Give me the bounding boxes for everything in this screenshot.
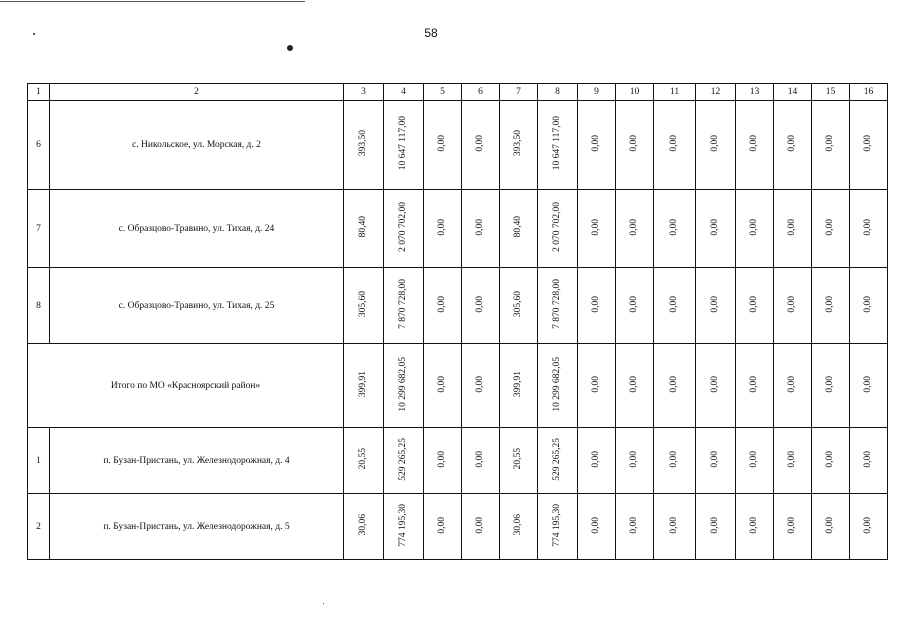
header-cell: 7 [500, 84, 538, 101]
cell-value: 0,00 [629, 450, 639, 468]
data-cell [616, 428, 654, 494]
data-cell [578, 268, 616, 344]
cell-value: 0,00 [437, 375, 447, 393]
table-row [28, 190, 888, 268]
cell-value: 0,00 [629, 295, 639, 313]
cell-value: 0,00 [787, 516, 797, 534]
cell-value: 529 265,25 [398, 437, 408, 481]
data-cell [424, 428, 462, 494]
data-cell [538, 344, 578, 428]
cell-value: 0,00 [749, 375, 759, 393]
cell-value: 0,00 [591, 375, 601, 393]
cell-value: 0,00 [475, 450, 485, 468]
data-cell [538, 494, 578, 560]
cell-value: 7 870 728,00 [398, 279, 408, 329]
data-cell [850, 344, 888, 428]
header-cell: 13 [736, 84, 774, 101]
cell-value: 30,06 [513, 514, 523, 536]
row-address: п. Бузан-Пристань, ул. Железнодорожная, д. 4 [50, 428, 344, 494]
scan-speck [287, 45, 293, 51]
cell-value: 0,00 [437, 295, 447, 313]
data-cell [500, 268, 538, 344]
data-cell [500, 101, 538, 190]
data-cell [344, 101, 384, 190]
cell-value: 0,00 [787, 450, 797, 468]
cell-value: 0,00 [437, 135, 447, 152]
cell-value: 0,00 [787, 375, 797, 393]
data-cell [696, 268, 736, 344]
data-cell [578, 101, 616, 190]
header-cell: 6 [462, 84, 500, 101]
cell-value: 0,00 [787, 295, 797, 313]
data-cell [774, 428, 812, 494]
row-address: с. Образцово-Травино, ул. Тихая, д. 25 [50, 268, 344, 344]
cell-value: 2 070 702,00 [398, 202, 408, 252]
cell-value: 0,00 [475, 295, 485, 313]
cell-value: 30,06 [358, 514, 368, 536]
cell-value: 0,00 [825, 516, 835, 534]
scan-speck [33, 33, 35, 35]
header-cell: 14 [774, 84, 812, 101]
cell-value: 0,00 [437, 516, 447, 534]
row-number: 7 [28, 190, 50, 268]
row-address: с. Образцово-Травино, ул. Тихая, д. 24 [50, 190, 344, 268]
header-cell: 1 [28, 84, 50, 101]
cell-value: 0,00 [710, 218, 720, 236]
cell-value: 0,00 [669, 516, 679, 534]
cell-value: 305,60 [513, 290, 523, 318]
data-cell [812, 344, 850, 428]
cell-value: 0,00 [863, 450, 873, 468]
data-cell [344, 344, 384, 428]
cell-value: 0,00 [825, 135, 835, 152]
cell-value: 10 647 117,00 [552, 116, 562, 171]
cell-value: 399,91 [513, 370, 523, 398]
table-row [28, 428, 888, 494]
table-row [28, 494, 888, 560]
data-cell [850, 268, 888, 344]
data-cell [462, 428, 500, 494]
row-number: 2 [28, 494, 50, 560]
data-cell [850, 494, 888, 560]
cell-value: 0,00 [825, 450, 835, 468]
data-cell [344, 428, 384, 494]
data-cell [344, 190, 384, 268]
data-cell [654, 101, 696, 190]
data-cell [850, 190, 888, 268]
scan-speck [323, 603, 324, 604]
data-cell [736, 494, 774, 560]
cell-value: 0,00 [629, 218, 639, 236]
data-cell [736, 101, 774, 190]
cell-value: 0,00 [629, 516, 639, 534]
cell-value: 0,00 [437, 450, 447, 468]
row-number: 6 [28, 101, 50, 190]
data-cell [578, 190, 616, 268]
data-cell [736, 344, 774, 428]
cell-value: 20,55 [358, 448, 368, 470]
header-cell: 12 [696, 84, 736, 101]
cell-value: 0,00 [863, 516, 873, 534]
page-number: 58 [424, 26, 438, 40]
data-cell [616, 101, 654, 190]
data-cell [384, 428, 424, 494]
data-cell [774, 494, 812, 560]
cell-value: 7 870 728,00 [552, 279, 562, 329]
cell-value: 0,00 [787, 135, 797, 152]
cell-value: 0,00 [863, 135, 873, 152]
data-cell [696, 494, 736, 560]
data-cell [384, 190, 424, 268]
data-cell [578, 494, 616, 560]
header-cell: 9 [578, 84, 616, 101]
header-cell: 15 [812, 84, 850, 101]
data-cell [812, 268, 850, 344]
data-cell [616, 494, 654, 560]
data-cell [462, 344, 500, 428]
cell-value: 0,00 [591, 450, 601, 468]
cell-value: 0,00 [863, 375, 873, 393]
data-cell [812, 494, 850, 560]
data-cell [384, 494, 424, 560]
cell-value: 529 265,25 [552, 437, 562, 481]
data-cell [654, 190, 696, 268]
data-cell [500, 428, 538, 494]
cell-value: 0,00 [710, 295, 720, 313]
cell-value: 0,00 [863, 295, 873, 313]
cell-value: 0,00 [475, 135, 485, 152]
header-cell: 8 [538, 84, 578, 101]
data-cell [462, 190, 500, 268]
data-cell [812, 190, 850, 268]
data-cell [344, 494, 384, 560]
cell-value: 80,40 [358, 216, 368, 238]
cell-value: 10 299 682,05 [552, 356, 562, 412]
total-row [28, 344, 888, 428]
data-cell [850, 428, 888, 494]
data-cell [774, 344, 812, 428]
data-cell [696, 428, 736, 494]
cell-value: 0,00 [710, 516, 720, 534]
cell-value: 393,50 [513, 130, 523, 157]
cell-value: 399,91 [358, 370, 368, 398]
data-cell [384, 101, 424, 190]
data-cell [424, 268, 462, 344]
data-cell [500, 494, 538, 560]
cell-value: 0,00 [863, 218, 873, 236]
data-cell [462, 494, 500, 560]
data-cell [812, 101, 850, 190]
header-cell: 10 [616, 84, 654, 101]
cell-value: 10 647 117,00 [398, 116, 408, 171]
table-row [28, 268, 888, 344]
cell-value: 0,00 [475, 516, 485, 534]
cell-value: 0,00 [591, 516, 601, 534]
cell-value: 0,00 [710, 450, 720, 468]
cell-value: 0,00 [749, 135, 759, 152]
cell-value: 0,00 [475, 218, 485, 236]
data-cell [500, 190, 538, 268]
data-cell [696, 190, 736, 268]
header-cell: 4 [384, 84, 424, 101]
cell-value: 0,00 [669, 375, 679, 393]
cell-value: 0,00 [591, 295, 601, 313]
data-cell [424, 190, 462, 268]
cell-value: 0,00 [437, 218, 447, 236]
data-cell [384, 344, 424, 428]
data-cell [500, 344, 538, 428]
cell-value: 0,00 [629, 135, 639, 152]
data-cell [616, 190, 654, 268]
header-cell: 2 [50, 84, 344, 101]
cell-value: 0,00 [669, 135, 679, 152]
data-cell [736, 268, 774, 344]
row-number: 1 [28, 428, 50, 494]
data-cell [654, 344, 696, 428]
data-cell [654, 494, 696, 560]
cell-value: 0,00 [669, 450, 679, 468]
data-cell [774, 190, 812, 268]
cell-value: 0,00 [629, 375, 639, 393]
data-cell [736, 428, 774, 494]
data-cell [424, 494, 462, 560]
cell-value: 2 070 702,00 [552, 202, 562, 252]
table-row [28, 101, 888, 190]
cell-value: 0,00 [475, 375, 485, 393]
cell-value: 0,00 [710, 375, 720, 393]
data-cell [578, 344, 616, 428]
cell-value: 0,00 [669, 218, 679, 236]
data-cell [538, 101, 578, 190]
data-cell [462, 101, 500, 190]
data-cell [696, 344, 736, 428]
cell-value: 0,00 [825, 218, 835, 236]
data-cell [736, 190, 774, 268]
cell-value: 0,00 [749, 218, 759, 236]
cell-value: 20,55 [513, 448, 523, 470]
cell-value: 393,50 [358, 130, 368, 157]
cell-value: 0,00 [591, 218, 601, 236]
cell-value: 0,00 [591, 135, 601, 152]
data-cell [538, 190, 578, 268]
cell-value: 305,60 [358, 290, 368, 318]
header-cell: 3 [344, 84, 384, 101]
data-cell [538, 268, 578, 344]
cell-value: 0,00 [787, 218, 797, 236]
row-address: п. Бузан-Пристань, ул. Железнодорожная, д. 5 [50, 494, 344, 560]
cell-value: 10 299 682,05 [398, 356, 408, 412]
data-cell [538, 428, 578, 494]
data-cell [578, 428, 616, 494]
data-table [27, 83, 888, 560]
data-cell [774, 101, 812, 190]
header-cell: 11 [654, 84, 696, 101]
data-cell [616, 268, 654, 344]
data-cell [654, 428, 696, 494]
cell-value: 0,00 [749, 295, 759, 313]
header-row [28, 84, 888, 101]
data-cell [774, 268, 812, 344]
data-cell [384, 268, 424, 344]
data-cell [462, 268, 500, 344]
row-number: 8 [28, 268, 50, 344]
data-cell [344, 268, 384, 344]
data-cell [696, 101, 736, 190]
data-cell [812, 428, 850, 494]
data-cell [616, 344, 654, 428]
data-cell [424, 101, 462, 190]
cell-value: 774 195,30 [552, 503, 562, 547]
cell-value: 774 195,30 [398, 503, 408, 547]
cell-value: 80,40 [513, 216, 523, 238]
data-cell [850, 101, 888, 190]
cell-value: 0,00 [710, 135, 720, 152]
top-rule [0, 1, 305, 2]
cell-value: 0,00 [825, 295, 835, 313]
cell-value: 0,00 [825, 375, 835, 393]
cell-value: 0,00 [749, 450, 759, 468]
row-address: с. Никольское, ул. Морская, д. 2 [50, 101, 344, 190]
data-cell [424, 344, 462, 428]
cell-value: 0,00 [669, 295, 679, 313]
header-cell: 16 [850, 84, 888, 101]
data-cell [654, 268, 696, 344]
cell-value: 0,00 [749, 516, 759, 534]
total-label: Итого по МО «Красноярский район» [28, 344, 344, 428]
header-cell: 5 [424, 84, 462, 101]
